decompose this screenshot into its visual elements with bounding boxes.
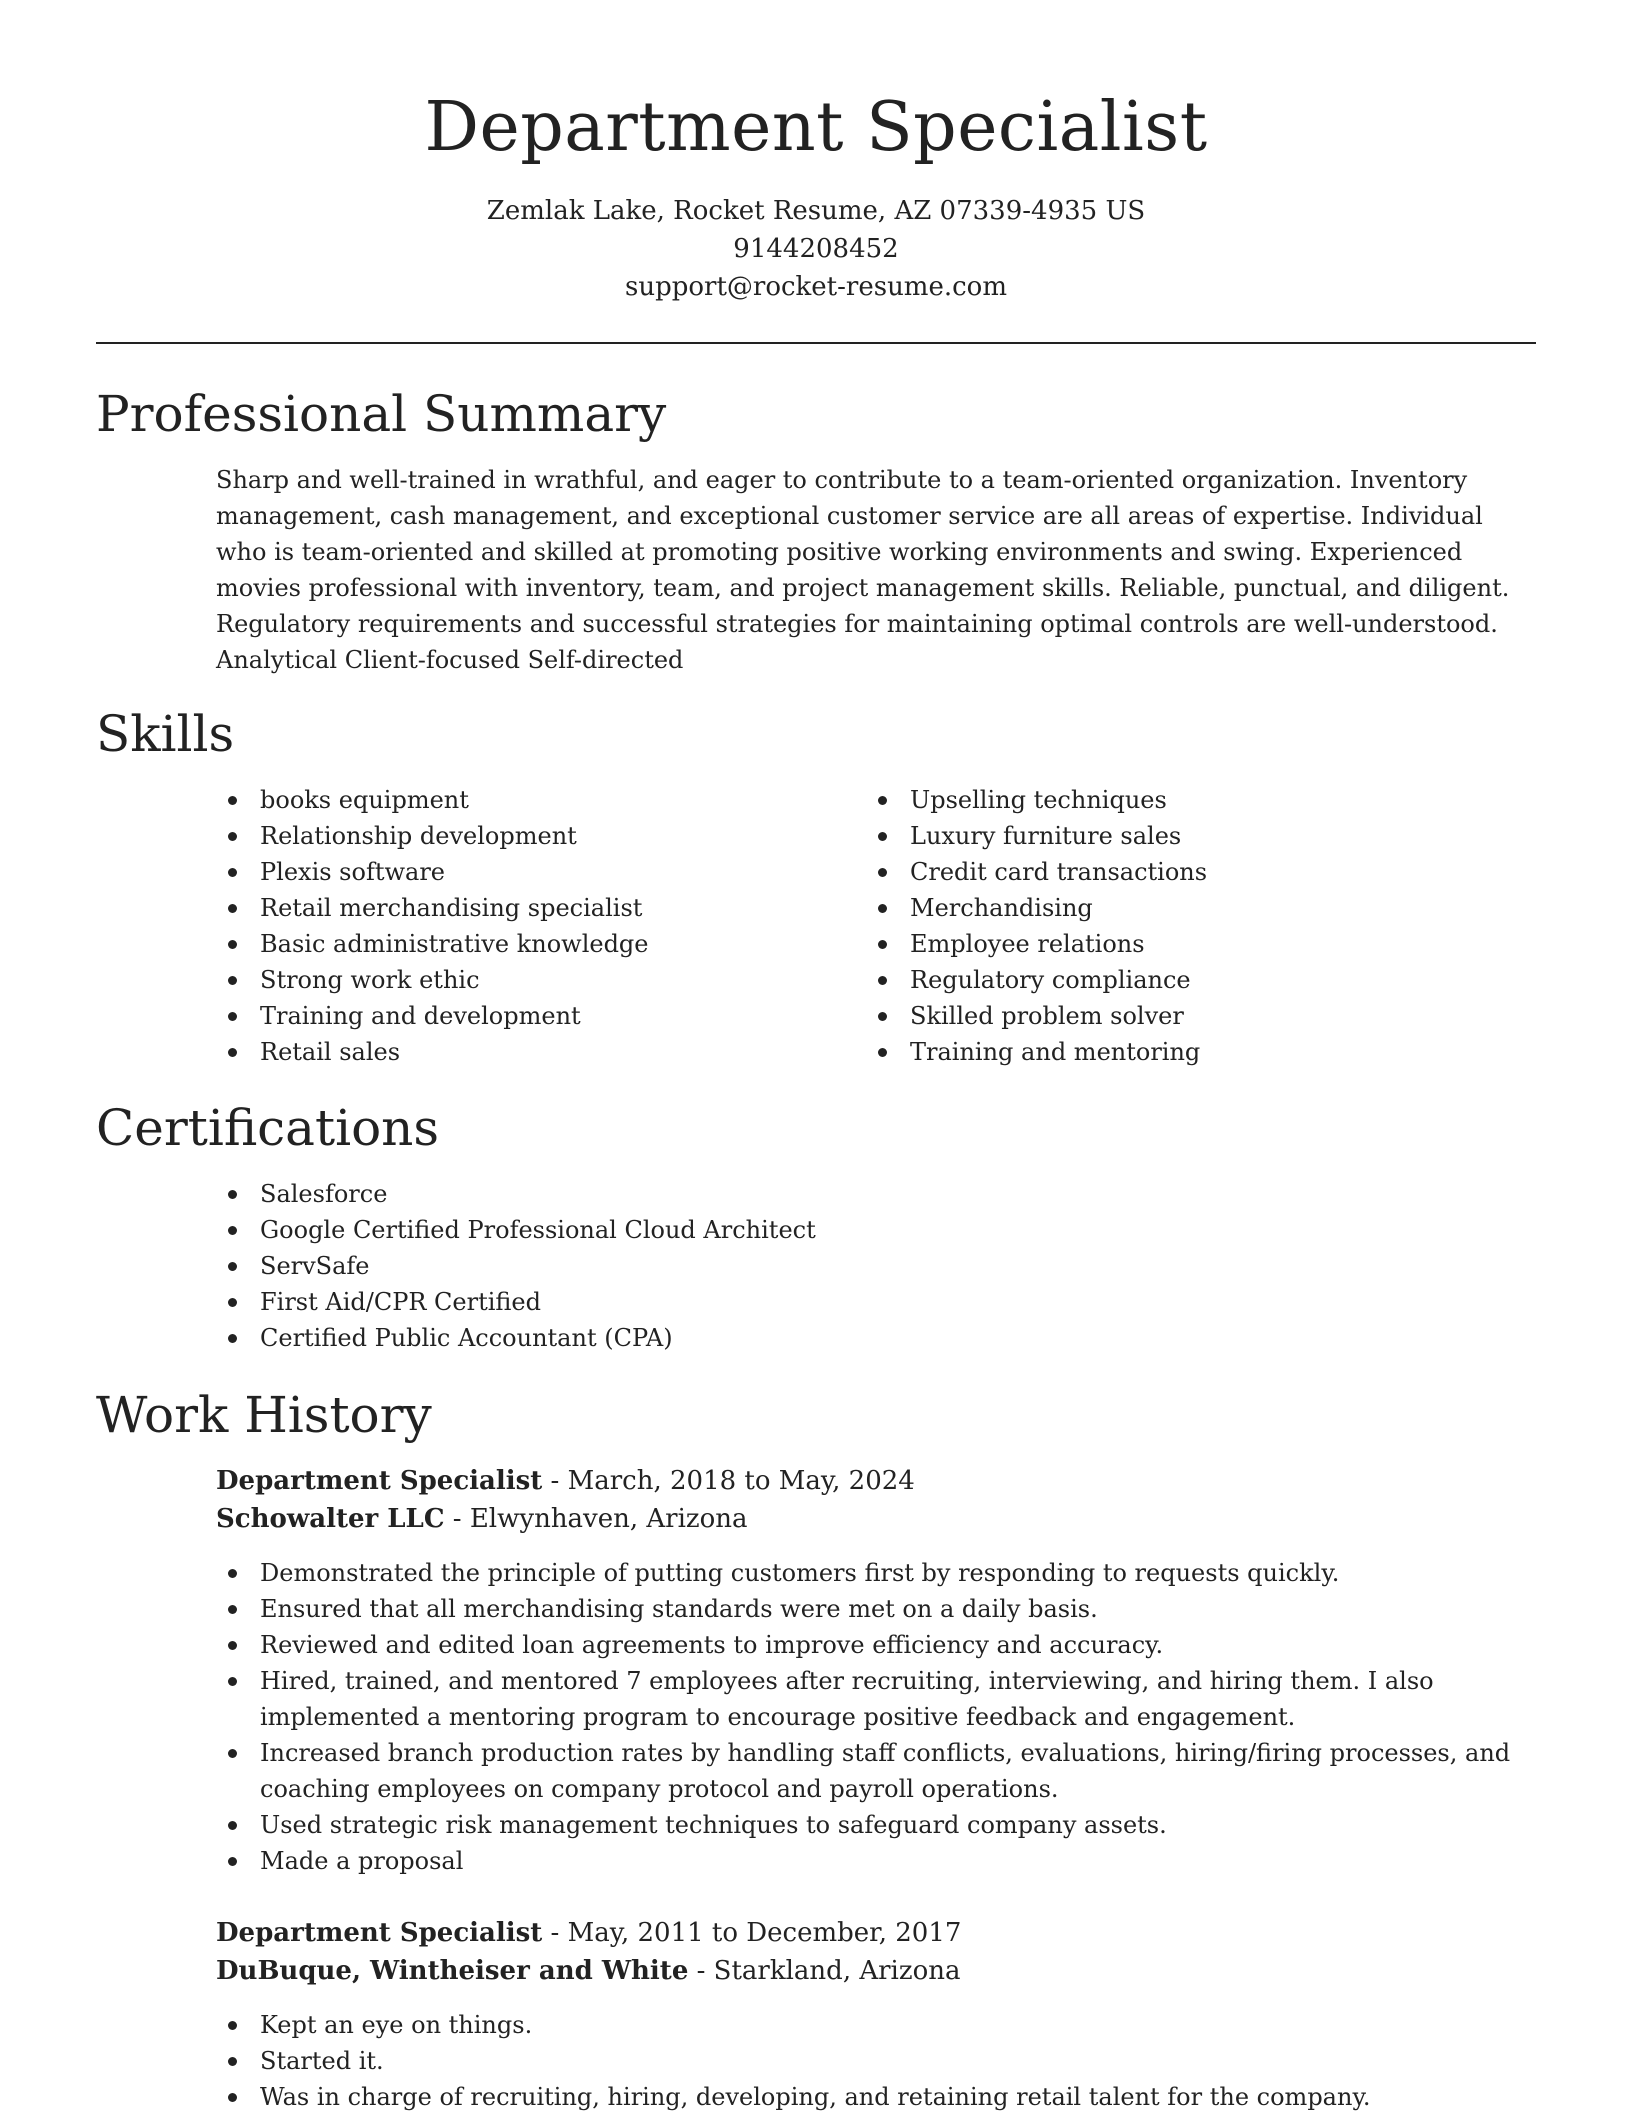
job-location: - Elwynhaven, Arizona xyxy=(444,1504,748,1534)
skill-item: Retail sales xyxy=(216,1034,836,1070)
job-duty-item: Started it. xyxy=(216,2043,1536,2079)
job-dates: - May, 2011 to December, 2017 xyxy=(542,1918,962,1948)
certification-item: First Aid/CPR Certified xyxy=(216,1284,1536,1320)
skill-item: Relationship development xyxy=(216,818,836,854)
skill-item: Credit card transactions xyxy=(866,854,1486,890)
summary-text: Sharp and well-trained in wrathful, and eager to contribute to a team-oriented organization. Inventory management, cash management, and exceptional customer service are all areas of expertise. Individual who is team-oriented and skilled at promoting positive working environments and swing. Experienced movies professional with inventory, team, and project management skills. Reliable, punctual, and diligent. Regulatory requirements and successful strategies for maintaining optimal controls are well-understood. Analytical Client-focused Self-directed xyxy=(216,466,1510,674)
skill-item: Training and mentoring xyxy=(866,1034,1486,1070)
contact-email: support@rocket-resume.com xyxy=(624,272,1007,302)
job-duty-item: Increased branch production rates by handling staff conflicts, evaluations, hiring/firing processes, and coaching employees on company protocol and payroll operations. xyxy=(216,1735,1536,1807)
job-duty-item: Kept an eye on things. xyxy=(216,2007,1536,2043)
job-duties xyxy=(216,2007,1536,2112)
certifications-heading: Certifications xyxy=(96,1099,440,1157)
skill-item: books equipment xyxy=(216,782,836,818)
job-company-line xyxy=(216,1952,1536,1990)
summary-heading: Professional Summary xyxy=(96,385,667,443)
job-company: DuBuque, Wintheiser and White xyxy=(216,1956,689,1986)
skill-item: Basic administrative knowledge xyxy=(216,926,836,962)
skills-column-right xyxy=(866,782,1486,1070)
contact-phone: 9144208452 xyxy=(733,234,899,264)
job-duty-item: Was in charge of recruiting, hiring, developing, and retaining retail talent for the company. xyxy=(216,2079,1536,2112)
job-duty-item: Ensured that all merchandising standards were met on a daily basis. xyxy=(216,1591,1536,1627)
contact-address: Zemlak Lake, Rocket Resume, AZ 07339-4935 US xyxy=(486,196,1146,226)
skill-item: Skilled problem solver xyxy=(866,998,1486,1034)
job-role: Department Specialist xyxy=(216,1918,543,1948)
job-duties-list xyxy=(216,2007,1536,2112)
job-title-line xyxy=(216,1914,1536,1952)
certifications-block xyxy=(216,1176,1536,1356)
job-duties xyxy=(216,1555,1536,1879)
skills-heading: Skills xyxy=(96,705,235,763)
certification-item: Google Certified Professional Cloud Architect xyxy=(216,1212,1536,1248)
work-history-heading: Work History xyxy=(96,1386,432,1444)
job-duty-item: Used strategic risk management techniques to safeguard company assets. xyxy=(216,1807,1536,1843)
job-role: Department Specialist xyxy=(216,1466,543,1496)
job-company-line xyxy=(216,1500,1536,1538)
resume-header xyxy=(0,0,1632,306)
job-company: Schowalter LLC xyxy=(216,1504,445,1534)
job-dates: - March, 2018 to May, 2024 xyxy=(542,1466,915,1496)
header-divider xyxy=(96,342,1536,344)
job-duties-list xyxy=(216,1555,1536,1879)
skill-item: Upselling techniques xyxy=(866,782,1486,818)
skills-list-left xyxy=(216,782,836,1070)
job-location: - Starkland, Arizona xyxy=(688,1956,961,1986)
job-duty-item: Demonstrated the principle of putting customers first by responding to requests quickly. xyxy=(216,1555,1536,1591)
job-header xyxy=(216,1914,1536,1990)
skill-item: Employee relations xyxy=(866,926,1486,962)
skill-item: Plexis software xyxy=(216,854,836,890)
job-title-line xyxy=(216,1462,1536,1500)
skill-item: Regulatory compliance xyxy=(866,962,1486,998)
candidate-name: Department Specialist xyxy=(424,88,1208,167)
job-duty-item: Made a proposal xyxy=(216,1843,1536,1879)
certification-item: ServSafe xyxy=(216,1248,1536,1284)
certification-item: Certified Public Accountant (CPA) xyxy=(216,1320,1536,1356)
skill-item: Retail merchandising specialist xyxy=(216,890,836,926)
skills-list-right xyxy=(866,782,1486,1070)
certification-item: Salesforce xyxy=(216,1176,1536,1212)
job-duty-item: Hired, trained, and mentored 7 employees after recruiting, interviewing, and hiring them. I also implemented a mentoring program to encourage positive feedback and engagement. xyxy=(216,1663,1536,1735)
skill-item: Luxury furniture sales xyxy=(866,818,1486,854)
job-header xyxy=(216,1462,1536,1538)
skills-column-left xyxy=(216,782,836,1070)
skill-item: Training and development xyxy=(216,998,836,1034)
job-duty-item: Reviewed and edited loan agreements to improve efficiency and accuracy. xyxy=(216,1627,1536,1663)
certifications-list xyxy=(216,1176,1536,1356)
skill-item: Strong work ethic xyxy=(216,962,836,998)
skill-item: Merchandising xyxy=(866,890,1486,926)
